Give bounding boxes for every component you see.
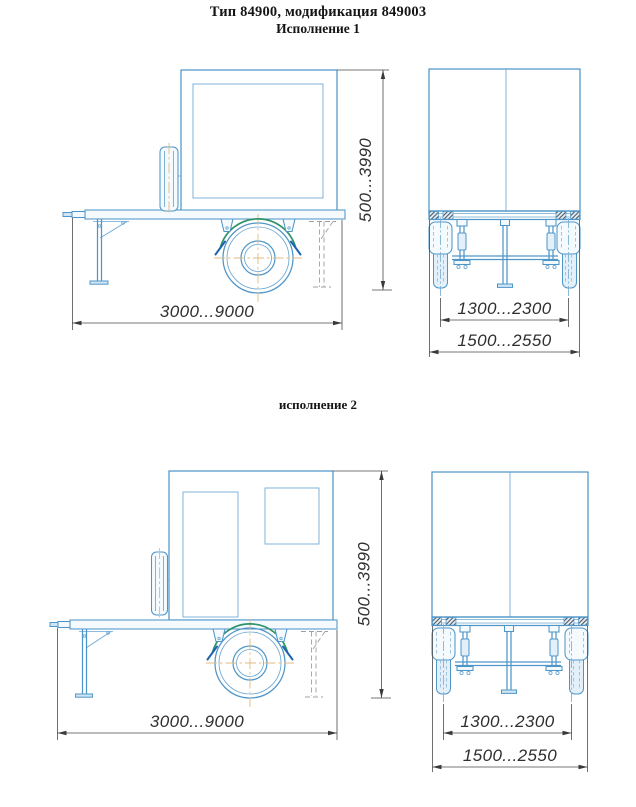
- length-dimension-label: 3000...9000: [159, 302, 255, 321]
- right-rear-wheel: [557, 218, 580, 296]
- height-dimension-label: 500...3990: [356, 137, 375, 223]
- front-support-leg: [90, 219, 129, 284]
- left-rear-wheel: [432, 624, 455, 702]
- suspension-right: [546, 626, 562, 675]
- axle-beam: [452, 256, 558, 260]
- drawbar-tip: [63, 213, 72, 217]
- chassis-crossmember: [432, 617, 588, 626]
- length-dimension-label: 3000...9000: [149, 712, 245, 731]
- width-dimension: [433, 746, 588, 769]
- height-dimension: [337, 70, 392, 290]
- cabin-door: [183, 492, 238, 617]
- width-dimension-label: 1500...2550: [462, 746, 558, 765]
- cabin-body: [169, 471, 333, 620]
- van-body-rear: [429, 69, 580, 211]
- length-dimension: [73, 218, 343, 330]
- suspension-left: [454, 220, 470, 269]
- chassis-crossmember: [429, 211, 580, 220]
- drawbar: [72, 212, 85, 218]
- right-rear-wheel: [565, 624, 588, 702]
- cabin-body: [181, 70, 337, 211]
- execution1-side-view: [40, 55, 400, 355]
- trailer-side-structure: [50, 471, 337, 707]
- center-support-leg: [498, 220, 513, 288]
- axle-beam: [455, 662, 561, 666]
- trailer-side-structure: [63, 70, 345, 302]
- drawbar: [58, 622, 70, 628]
- drawing-title: Тип 84900, модификация 849003: [209, 4, 427, 20]
- height-dimension: [333, 471, 391, 698]
- height-dimension-label: 500...3990: [354, 541, 374, 627]
- platform-frame: [85, 210, 345, 219]
- van-body-outline: [429, 69, 580, 211]
- length-dimension: [58, 628, 338, 740]
- rear-support-leg-hidden: [301, 632, 328, 698]
- center-support-leg: [502, 626, 517, 694]
- front-support-leg: [76, 629, 114, 697]
- execution2-side-view: [30, 440, 400, 760]
- execution-2-heading: исполнение 2: [278, 397, 358, 412]
- left-rear-wheel: [429, 218, 452, 296]
- execution-1-heading: Исполнение 1: [276, 21, 360, 36]
- cabin-window: [265, 488, 319, 544]
- van-body-rear: [432, 472, 588, 617]
- suspension-left: [457, 626, 473, 675]
- spare-wheel: [152, 548, 170, 619]
- platform-frame: [70, 620, 337, 629]
- cabin-inner-panel: [193, 84, 323, 198]
- track-dimension-label: 1300...2300: [457, 299, 552, 318]
- rear-support-leg-hidden: [309, 222, 336, 288]
- execution1-rear-view: [400, 55, 636, 365]
- execution2-rear-view: [400, 440, 636, 785]
- drawbar-tip: [50, 623, 58, 627]
- width-dimension: [430, 331, 580, 354]
- spare-wheel: [160, 143, 181, 215]
- track-dimension-label: 1300...2300: [460, 712, 555, 731]
- width-dimension-label: 1500...2550: [457, 331, 552, 350]
